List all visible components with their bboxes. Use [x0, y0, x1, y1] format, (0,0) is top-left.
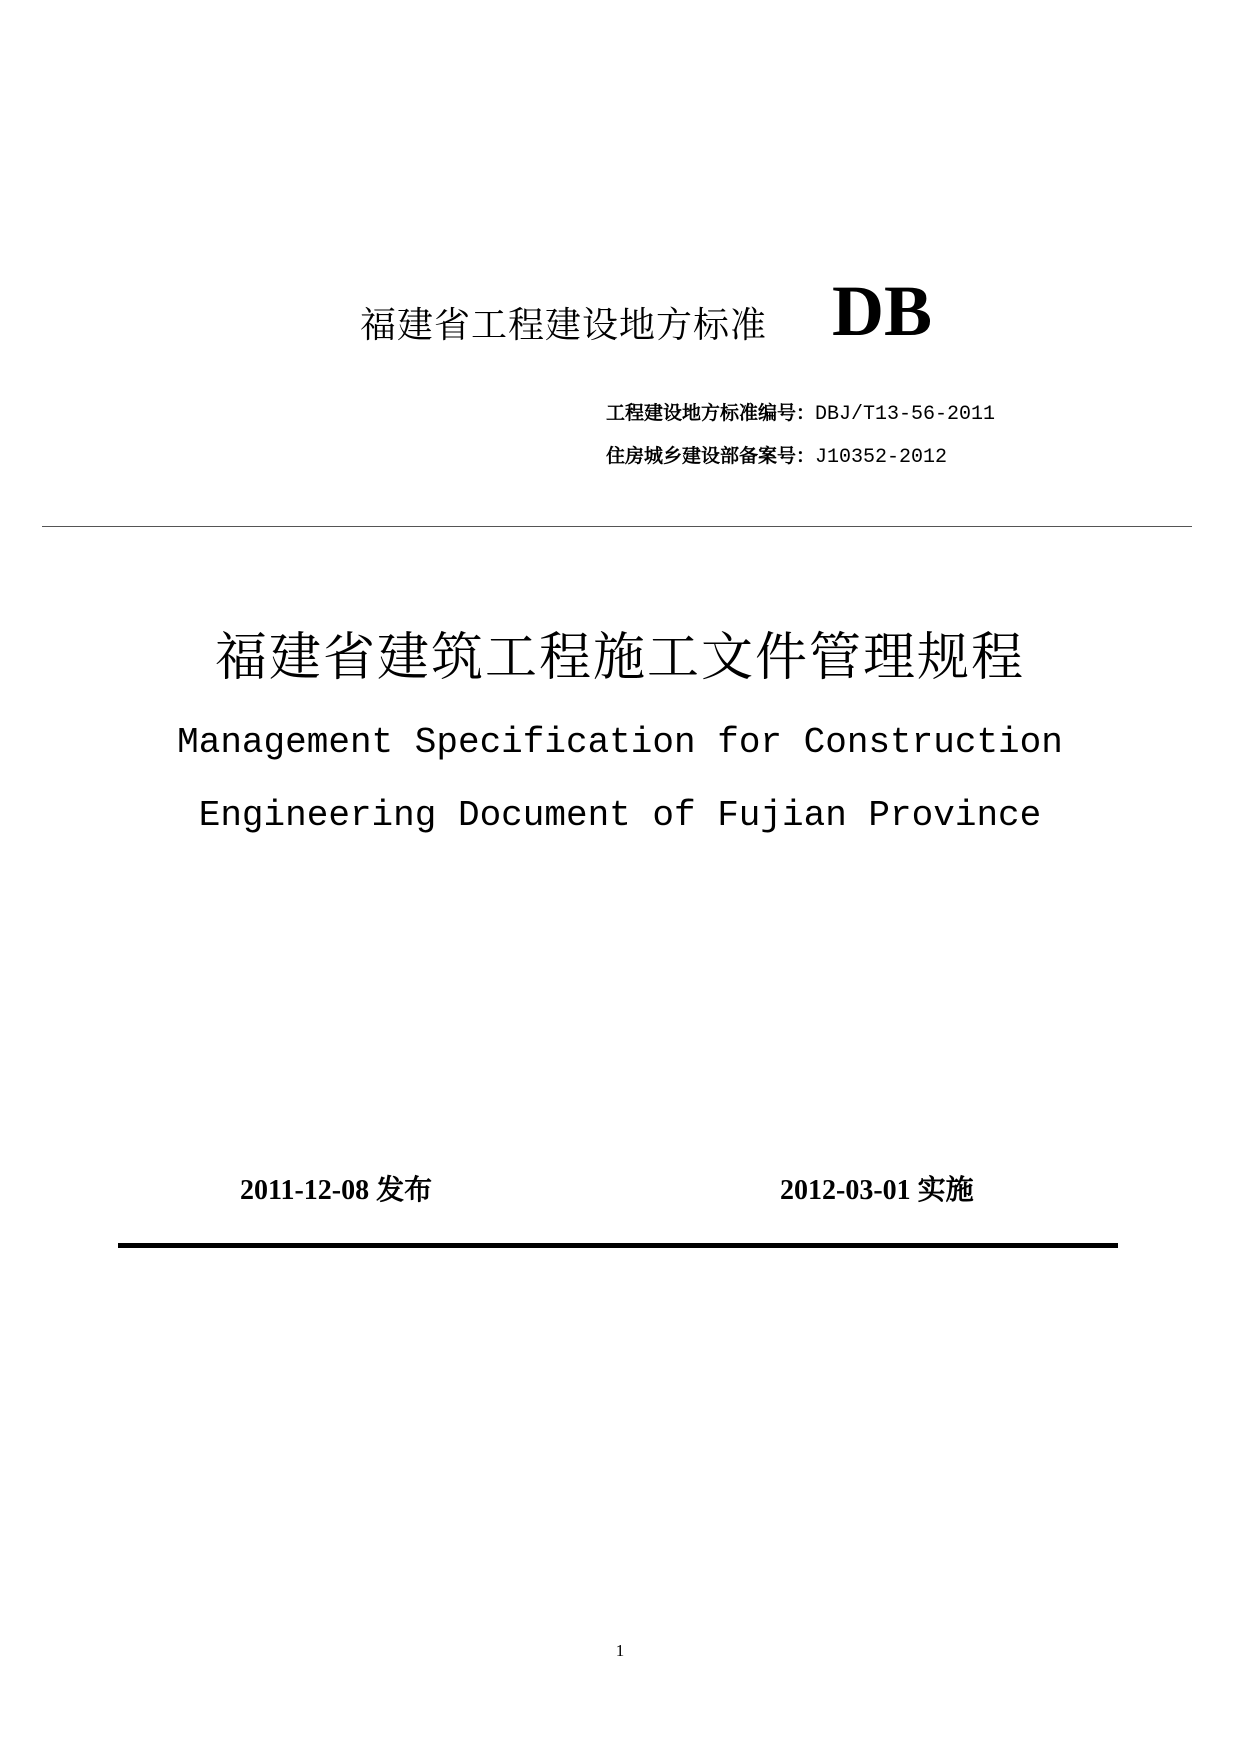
issue-date: 2011-12-08 发布: [240, 1175, 433, 1206]
filing-number-value: J10352-2012: [815, 446, 948, 469]
header-divider: [42, 526, 1192, 527]
footer-divider: [118, 1243, 1118, 1248]
standard-type-heading: 福建省工程建设地方标准: [360, 305, 768, 346]
db-mark: DB: [832, 271, 933, 351]
document-title-english-line2: Engineering Document of Fujian Province: [198, 795, 1042, 836]
document-title-english-line1: Management Specification for Construction: [177, 722, 1063, 763]
filing-number-label: 住房城乡建设部备案号：: [606, 445, 816, 467]
standard-number-label: 工程建设地方标准编号：: [606, 402, 816, 424]
page-number: 1: [615, 1641, 625, 1660]
effective-date: 2012-03-01 实施: [780, 1175, 974, 1206]
standard-number-value: DBJ/T13-56-2011: [815, 403, 996, 426]
document-title-chinese: 福建省建筑工程施工文件管理规程: [214, 628, 1025, 688]
filing-number-line: [606, 441, 947, 469]
standard-number-line: [606, 398, 995, 426]
